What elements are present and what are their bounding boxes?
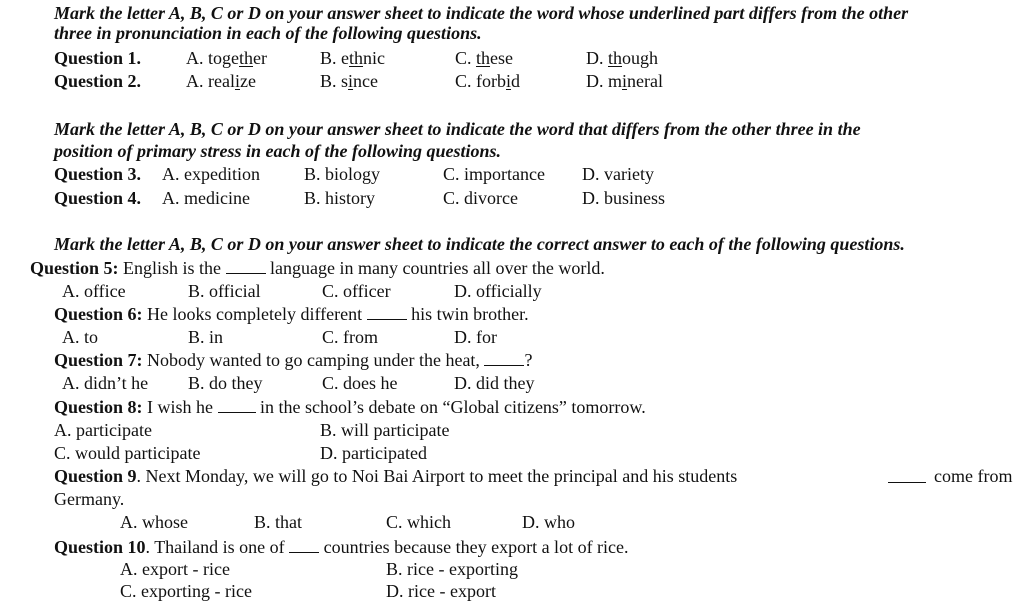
question-6 — [54, 303, 529, 325]
question-6-blank — [367, 305, 407, 320]
q2-option-c[interactable]: C. forbid — [455, 71, 521, 91]
q7-option-b[interactable]: B. do they — [188, 373, 263, 393]
q7-option-a[interactable]: A. didn’t he — [62, 373, 149, 393]
q3-option-c[interactable]: C. importance — [443, 164, 545, 184]
section1-instruction-line2: three in pronunciation in each of the following questions. — [54, 23, 482, 43]
question-7-label: Question 7: — [54, 350, 143, 370]
q8-option-c[interactable]: C. would participate — [54, 443, 201, 463]
q6-option-d[interactable]: D. for — [454, 327, 497, 347]
question-8-text-pre: I wish he — [142, 397, 218, 417]
section2-instruction-line1: Mark the letter A, B, C or D on your answer sheet to indicate the word that differs from the other three in the — [54, 119, 861, 139]
q1-option-b[interactable]: B. ethnic — [320, 48, 386, 68]
question-8 — [54, 396, 646, 418]
q7-option-d[interactable]: D. did they — [454, 373, 535, 393]
question-7-text-post: ? — [524, 350, 533, 370]
question-4-label: Question 4. — [54, 188, 142, 208]
q8-option-a[interactable]: A. participate — [54, 420, 152, 440]
q6-option-a[interactable]: A. to — [62, 327, 98, 347]
question-5-text-post: language in many countries all over the world. — [265, 258, 605, 278]
q4-option-d[interactable]: D. business — [582, 188, 666, 208]
q10-option-b[interactable]: B. rice - exporting — [386, 559, 518, 579]
q6-option-b[interactable]: B. in — [188, 327, 224, 347]
q6-option-c[interactable]: C. from — [322, 327, 378, 347]
q7-option-c[interactable]: C. does he — [322, 373, 398, 393]
q10-option-a[interactable]: A. export - rice — [120, 559, 230, 579]
question-10-blank — [289, 538, 319, 553]
section2-instruction-line2: position of primary stress in each of the following questions. — [54, 141, 502, 161]
q4-option-b[interactable]: B. history — [304, 188, 376, 208]
q2-option-a[interactable]: A. realize — [186, 71, 256, 91]
q1-option-a[interactable]: A. together — [186, 48, 267, 68]
question-1-label: Question 1. — [54, 48, 142, 68]
q5-option-b[interactable]: B. official — [188, 281, 261, 301]
question-7-text-pre: Nobody wanted to go camping under the heat, — [142, 350, 485, 370]
question-7-blank — [484, 351, 524, 366]
question-3-label: Question 3. — [54, 164, 142, 184]
q3-option-b[interactable]: B. biology — [304, 164, 381, 184]
question-5 — [30, 257, 605, 279]
q2-option-b[interactable]: B. since — [320, 71, 379, 91]
q9-option-c[interactable]: C. which — [386, 512, 451, 532]
question-2-label: Question 2. — [54, 71, 142, 91]
question-7 — [54, 349, 532, 371]
q5-option-a[interactable]: A. office — [62, 281, 126, 301]
question-8-text-post: in the school’s debate on “Global citizens” tomorrow. — [255, 397, 646, 417]
question-10-text-pre: . Thailand is one of — [145, 537, 290, 557]
question-8-blank — [218, 398, 256, 413]
question-6-text-pre: He looks completely different — [142, 304, 367, 324]
q3-option-d[interactable]: D. variety — [582, 164, 654, 184]
question-6-label: Question 6: — [54, 304, 143, 324]
question-8-label: Question 8: — [54, 397, 143, 417]
section3-instruction: Mark the letter A, B, C or D on your answer sheet to indicate the correct answer to each of the following questions. — [54, 234, 905, 254]
question-10 — [54, 536, 629, 558]
q8-option-b[interactable]: B. will participate — [320, 420, 450, 440]
q1-option-d[interactable]: D. though — [586, 48, 659, 68]
question-9-blank — [888, 468, 926, 483]
question-5-label: Question 5: — [30, 258, 119, 278]
q9-option-d[interactable]: D. who — [522, 512, 575, 532]
question-9-line2: Germany. — [54, 489, 125, 509]
q5-option-c[interactable]: C. officer — [322, 281, 391, 301]
question-5-text-pre: English is the — [118, 258, 226, 278]
q8-option-d[interactable]: D. participated — [320, 443, 427, 463]
q5-option-d[interactable]: D. officially — [454, 281, 542, 301]
question-6-text-post: his twin brother. — [406, 304, 529, 324]
q4-option-a[interactable]: A. medicine — [162, 188, 250, 208]
question-9-text-post: come from — [934, 466, 1013, 486]
q2-option-d[interactable]: D. mineral — [586, 71, 663, 91]
q4-option-c[interactable]: C. divorce — [443, 188, 518, 208]
q10-option-d[interactable]: D. rice - export — [386, 581, 496, 601]
q1-option-c[interactable]: C. these — [455, 48, 514, 68]
question-9 — [54, 465, 1024, 487]
section1-instruction-line1: Mark the letter A, B, C or D on your answer sheet to indicate the word whose underlined part differs from the other — [54, 3, 909, 23]
question-10-text-post: countries because they export a lot of rice. — [319, 537, 629, 557]
q10-option-c[interactable]: C. exporting - rice — [120, 581, 252, 601]
q9-option-b[interactable]: B. that — [254, 512, 302, 532]
q9-option-a[interactable]: A. whose — [120, 512, 188, 532]
question-5-blank — [226, 259, 266, 274]
question-10-label: Question 10 — [54, 537, 146, 557]
question-9-label: Question 9 — [54, 466, 137, 486]
question-9-text-pre: . Next Monday, we will go to Noi Bai Airport to meet the principal and his students — [136, 466, 738, 486]
q3-option-a[interactable]: A. expedition — [162, 164, 260, 184]
